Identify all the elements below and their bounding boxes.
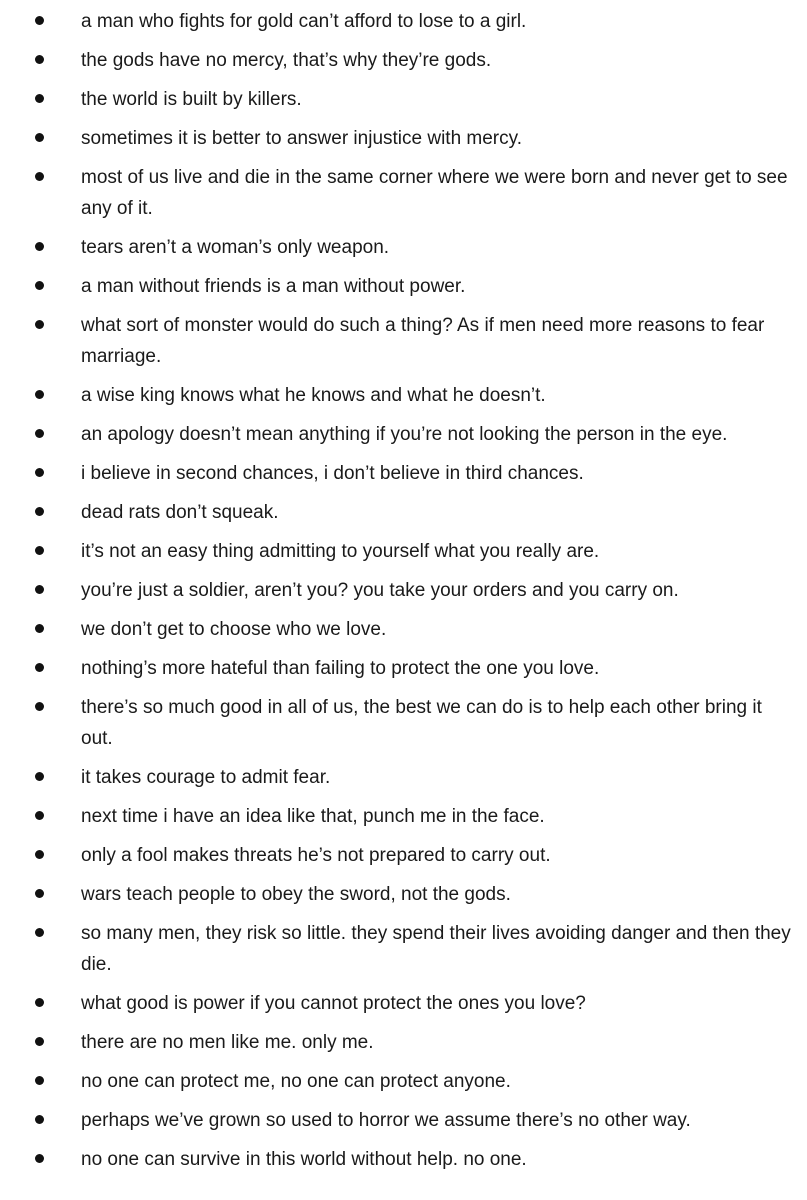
list-item bbox=[0, 762, 807, 793]
list-item bbox=[0, 232, 807, 263]
list-item bbox=[0, 879, 807, 910]
bullet-icon bbox=[35, 507, 44, 516]
bullet-icon bbox=[35, 702, 44, 711]
bullet-icon bbox=[35, 468, 44, 477]
quote-text: a man who fights for gold can’t afford to lose to a girl. bbox=[81, 11, 527, 32]
bullet-icon bbox=[35, 889, 44, 898]
quote-text: an apology doesn’t mean anything if you’re not looking the person in the eye. bbox=[81, 424, 728, 445]
bullet-icon bbox=[35, 16, 44, 25]
bullet-icon bbox=[35, 242, 44, 251]
list-item bbox=[0, 840, 807, 871]
quote-text: you’re just a soldier, aren’t you? you take your orders and you carry on. bbox=[81, 580, 679, 601]
quote-list bbox=[0, 6, 807, 1183]
list-item bbox=[0, 458, 807, 489]
list-item bbox=[0, 918, 807, 980]
quote-text: next time i have an idea like that, punch me in the face. bbox=[81, 806, 545, 827]
quote-text: it’s not an easy thing admitting to yourself what you really are. bbox=[81, 541, 600, 562]
quote-text: tears aren’t a woman’s only weapon. bbox=[81, 237, 390, 258]
bullet-icon bbox=[35, 281, 44, 290]
quote-text: nothing’s more hateful than failing to protect the one you love. bbox=[81, 658, 600, 679]
quote-text: it takes courage to admit fear. bbox=[81, 767, 331, 788]
bullet-icon bbox=[35, 585, 44, 594]
quote-text: no one can protect me, no one can protect anyone. bbox=[81, 1071, 511, 1092]
bullet-icon bbox=[35, 546, 44, 555]
bullet-icon bbox=[35, 429, 44, 438]
quote-text: perhaps we’ve grown so used to horror we assume there’s no other way. bbox=[81, 1110, 691, 1131]
bullet-icon bbox=[35, 663, 44, 672]
list-item bbox=[0, 271, 807, 302]
quote-text: a wise king knows what he knows and what he doesn’t. bbox=[81, 385, 546, 406]
list-item bbox=[0, 1027, 807, 1058]
list-item bbox=[0, 1066, 807, 1097]
quote-text: what sort of monster would do such a thing? As if men need more reasons to fear marriage. bbox=[81, 315, 765, 367]
list-item bbox=[0, 162, 807, 224]
bullet-icon bbox=[35, 1076, 44, 1085]
list-item bbox=[0, 988, 807, 1019]
bullet-icon bbox=[35, 1154, 44, 1163]
list-item bbox=[0, 614, 807, 645]
bullet-icon bbox=[35, 928, 44, 937]
quote-text: there are no men like me. only me. bbox=[81, 1032, 374, 1053]
list-item bbox=[0, 692, 807, 754]
list-item bbox=[0, 419, 807, 450]
list-item bbox=[0, 653, 807, 684]
bullet-icon bbox=[35, 94, 44, 103]
list-item bbox=[0, 84, 807, 115]
quote-text: the gods have no mercy, that’s why they’re gods. bbox=[81, 50, 492, 71]
list-item bbox=[0, 6, 807, 37]
list-item bbox=[0, 536, 807, 567]
bullet-icon bbox=[35, 998, 44, 1007]
bullet-icon bbox=[35, 320, 44, 329]
list-item bbox=[0, 45, 807, 76]
bullet-icon bbox=[35, 133, 44, 142]
quote-text: we don’t get to choose who we love. bbox=[81, 619, 387, 640]
list-item bbox=[0, 801, 807, 832]
quote-text: sometimes it is better to answer injustice with mercy. bbox=[81, 128, 523, 149]
quote-text: wars teach people to obey the sword, not the gods. bbox=[81, 884, 511, 905]
bullet-icon bbox=[35, 172, 44, 181]
quote-text: i believe in second chances, i don’t believe in third chances. bbox=[81, 463, 584, 484]
quote-text: so many men, they risk so little. they spend their lives avoiding danger and then they die. bbox=[81, 923, 791, 975]
list-item bbox=[0, 1105, 807, 1136]
bullet-icon bbox=[35, 772, 44, 781]
bullet-icon bbox=[35, 1115, 44, 1124]
list-item bbox=[0, 1144, 807, 1175]
bullet-icon bbox=[35, 390, 44, 399]
bullet-icon bbox=[35, 850, 44, 859]
bullet-icon bbox=[35, 624, 44, 633]
quote-text: the world is built by killers. bbox=[81, 89, 302, 110]
quote-text: most of us live and die in the same corner where we were born and never get to see any of it. bbox=[81, 167, 788, 219]
list-item bbox=[0, 123, 807, 154]
list-item bbox=[0, 575, 807, 606]
quote-text: no one can survive in this world without help. no one. bbox=[81, 1149, 527, 1170]
bullet-icon bbox=[35, 811, 44, 820]
quote-text: only a fool makes threats he’s not prepared to carry out. bbox=[81, 845, 551, 866]
list-item bbox=[0, 497, 807, 528]
bullet-icon bbox=[35, 55, 44, 64]
list-item bbox=[0, 310, 807, 372]
quote-text: there’s so much good in all of us, the best we can do is to help each other bring it out. bbox=[81, 697, 762, 749]
bullet-icon bbox=[35, 1037, 44, 1046]
quote-text: a man without friends is a man without power. bbox=[81, 276, 466, 297]
quote-text: what good is power if you cannot protect the ones you love? bbox=[81, 993, 586, 1014]
list-item bbox=[0, 380, 807, 411]
quote-text: dead rats don’t squeak. bbox=[81, 502, 279, 523]
